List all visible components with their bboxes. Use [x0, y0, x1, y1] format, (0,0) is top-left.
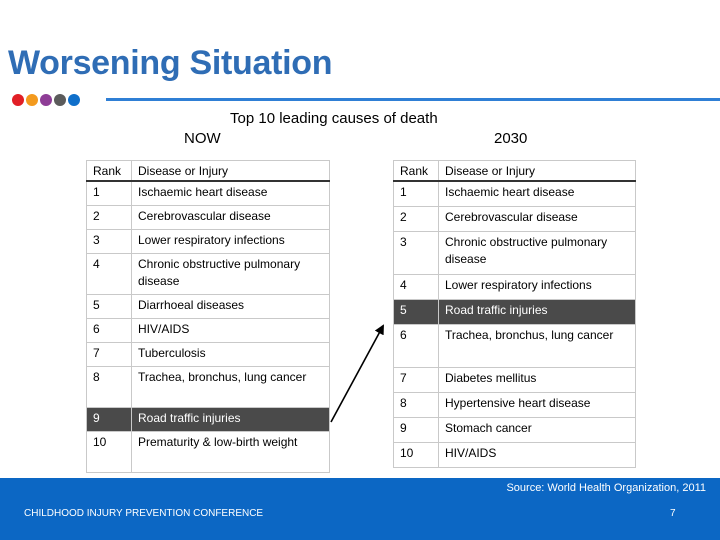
disease-cell: Ischaemic heart disease: [439, 181, 636, 206]
disease-cell: Tuberculosis: [132, 342, 330, 366]
disease-cell: Prematurity & low-birth weight: [132, 431, 330, 472]
chart-subtitle: Top 10 leading causes of death: [230, 110, 438, 127]
rank-cell: 3: [87, 229, 132, 253]
disease-cell: Ischaemic heart disease: [132, 181, 330, 205]
future-label: 2030: [494, 130, 528, 147]
disease-cell: Lower respiratory infections: [439, 274, 636, 299]
rank-cell: 7: [87, 342, 132, 366]
rank-cell: 5: [87, 294, 132, 318]
rank-cell: 5: [394, 299, 439, 324]
disease-header: Disease or Injury: [439, 161, 636, 182]
rank-header: Rank: [394, 161, 439, 182]
rank-cell: 1: [87, 181, 132, 205]
disease-cell: Diabetes mellitus: [439, 367, 636, 392]
disease-cell: Hypertensive heart disease: [439, 392, 636, 417]
disease-cell: Cerebrovascular disease: [132, 205, 330, 229]
rank-header: Rank: [87, 161, 132, 182]
rank-cell: 2: [87, 205, 132, 229]
arrow-line: [331, 326, 383, 422]
rank-cell: 10: [394, 442, 439, 467]
disease-cell: Road traffic injuries: [132, 407, 330, 431]
disease-cell: Trachea, bronchus, lung cancer: [132, 366, 330, 407]
rank-cell: 6: [87, 318, 132, 342]
disease-cell: Chronic obstructive pulmonary disease: [439, 231, 636, 274]
disease-cell: Chronic obstructive pulmonary disease: [132, 253, 330, 294]
rank-cell: 10: [87, 431, 132, 472]
source-citation: Source: World Health Organization, 2011: [506, 482, 706, 494]
page-number: 7: [670, 508, 676, 519]
disease-cell: HIV/AIDS: [439, 442, 636, 467]
disease-cell: Road traffic injuries: [439, 299, 636, 324]
rank-cell: 9: [394, 417, 439, 442]
rank-cell: 4: [394, 274, 439, 299]
disease-header: Disease or Injury: [132, 161, 330, 182]
now-label: NOW: [184, 130, 221, 147]
disease-cell: Cerebrovascular disease: [439, 206, 636, 231]
disease-cell: Stomach cancer: [439, 417, 636, 442]
rank-cell: 2: [394, 206, 439, 231]
disease-cell: Diarrhoeal diseases: [132, 294, 330, 318]
footer-bar: [0, 478, 720, 540]
disease-cell: Lower respiratory infections: [132, 229, 330, 253]
rank-cell: 9: [87, 407, 132, 431]
slide-title: Worsening Situation: [8, 44, 333, 82]
disease-cell: Trachea, bronchus, lung cancer: [439, 324, 636, 367]
rank-cell: 8: [87, 366, 132, 407]
rank-cell: 8: [394, 392, 439, 417]
conference-name: CHILDHOOD INJURY PREVENTION CONFERENCE: [24, 508, 264, 519]
rank-cell: 6: [394, 324, 439, 367]
rank-cell: 1: [394, 181, 439, 206]
rank-cell: 4: [87, 253, 132, 294]
rank-cell: 7: [394, 367, 439, 392]
rank-cell: 3: [394, 231, 439, 274]
disease-cell: HIV/AIDS: [132, 318, 330, 342]
